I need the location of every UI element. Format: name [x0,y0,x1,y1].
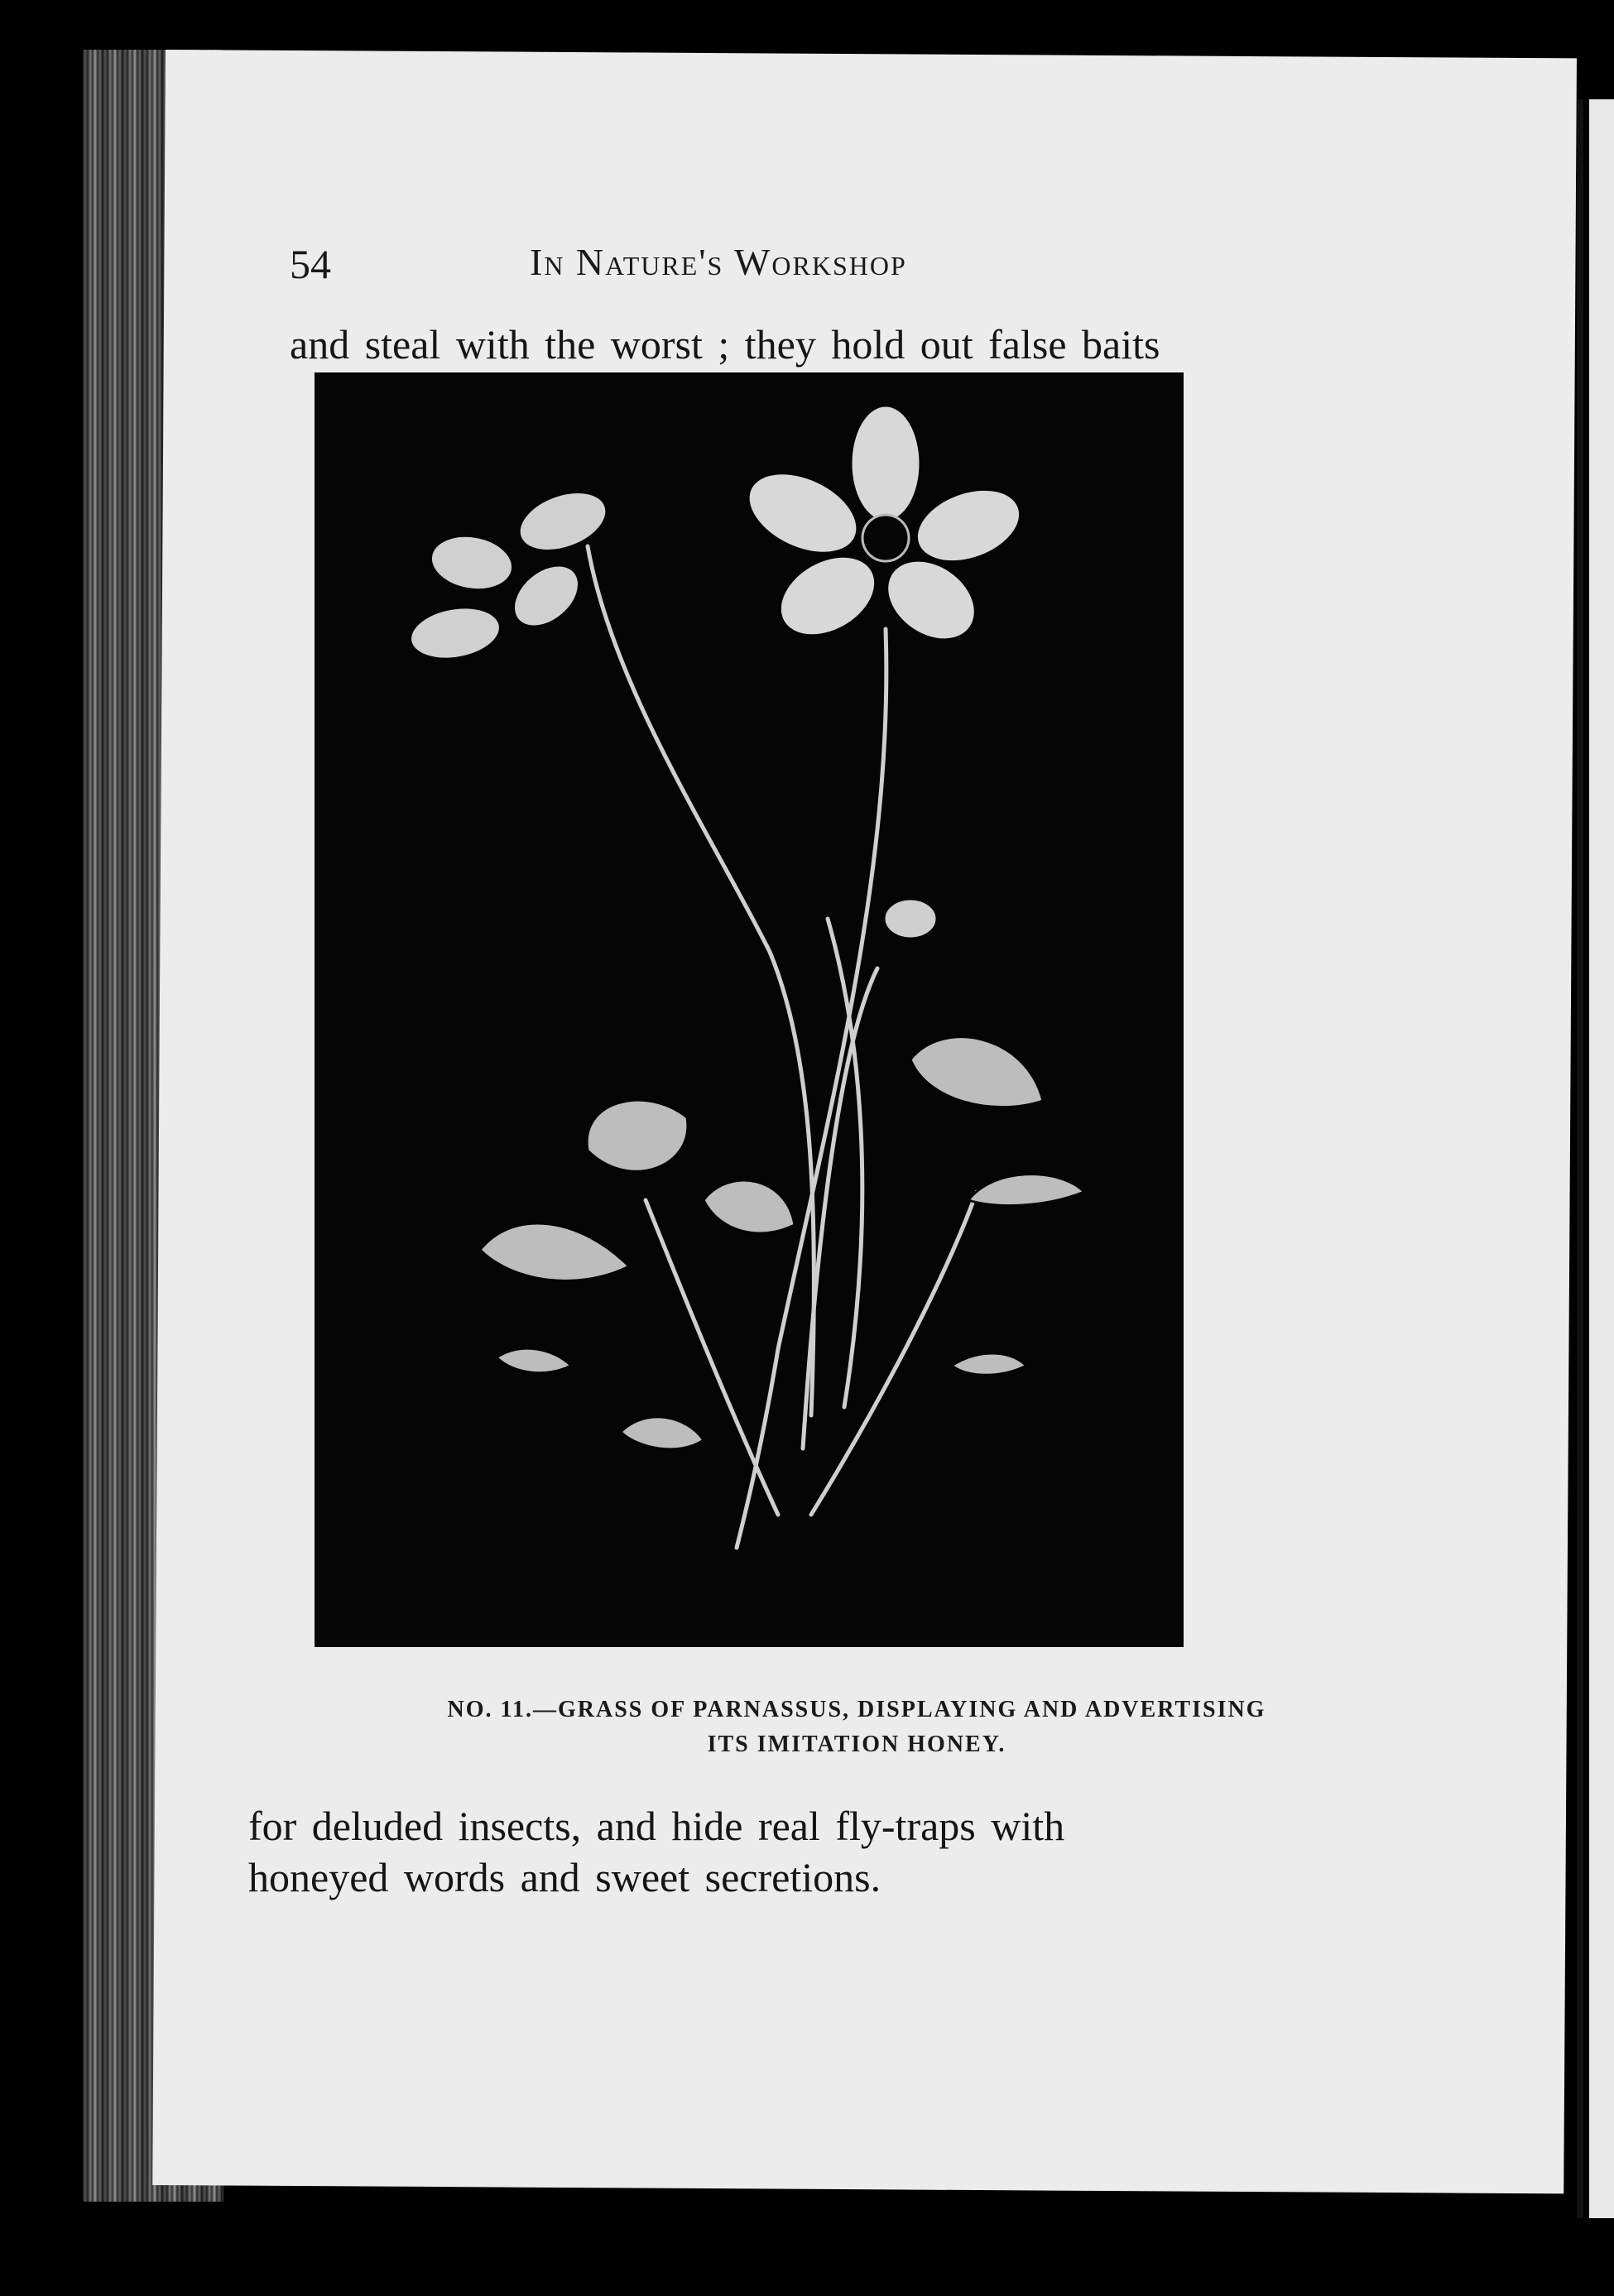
caption-line: NO. 11.—GRASS OF PARNASSUS, DISPLAYING AND ADVERTISING [447,1697,1266,1722]
flower-bud [884,899,937,939]
page-number: 54 [290,241,331,287]
figure-caption [277,1693,1436,1762]
text-line: for deluded insects, and hide real fly-traps with [248,1803,1065,1849]
illustration-plate [315,372,1184,1647]
facing-page-edge [1589,99,1614,2218]
text-line: and steal with the worst ; they hold out false baits [290,321,1160,367]
page-gutter-shadow [1577,99,1583,2218]
text-line: honeyed words and sweet secretions. [248,1854,881,1900]
body-text-bottom [248,1800,1457,1903]
body-text-top [290,319,1448,370]
grass-of-parnassus-illustration [315,372,1184,1647]
caption-line: ITS IMITATION HONEY. [707,1732,1006,1757]
book-title: In Nature's Workshop [530,241,907,283]
